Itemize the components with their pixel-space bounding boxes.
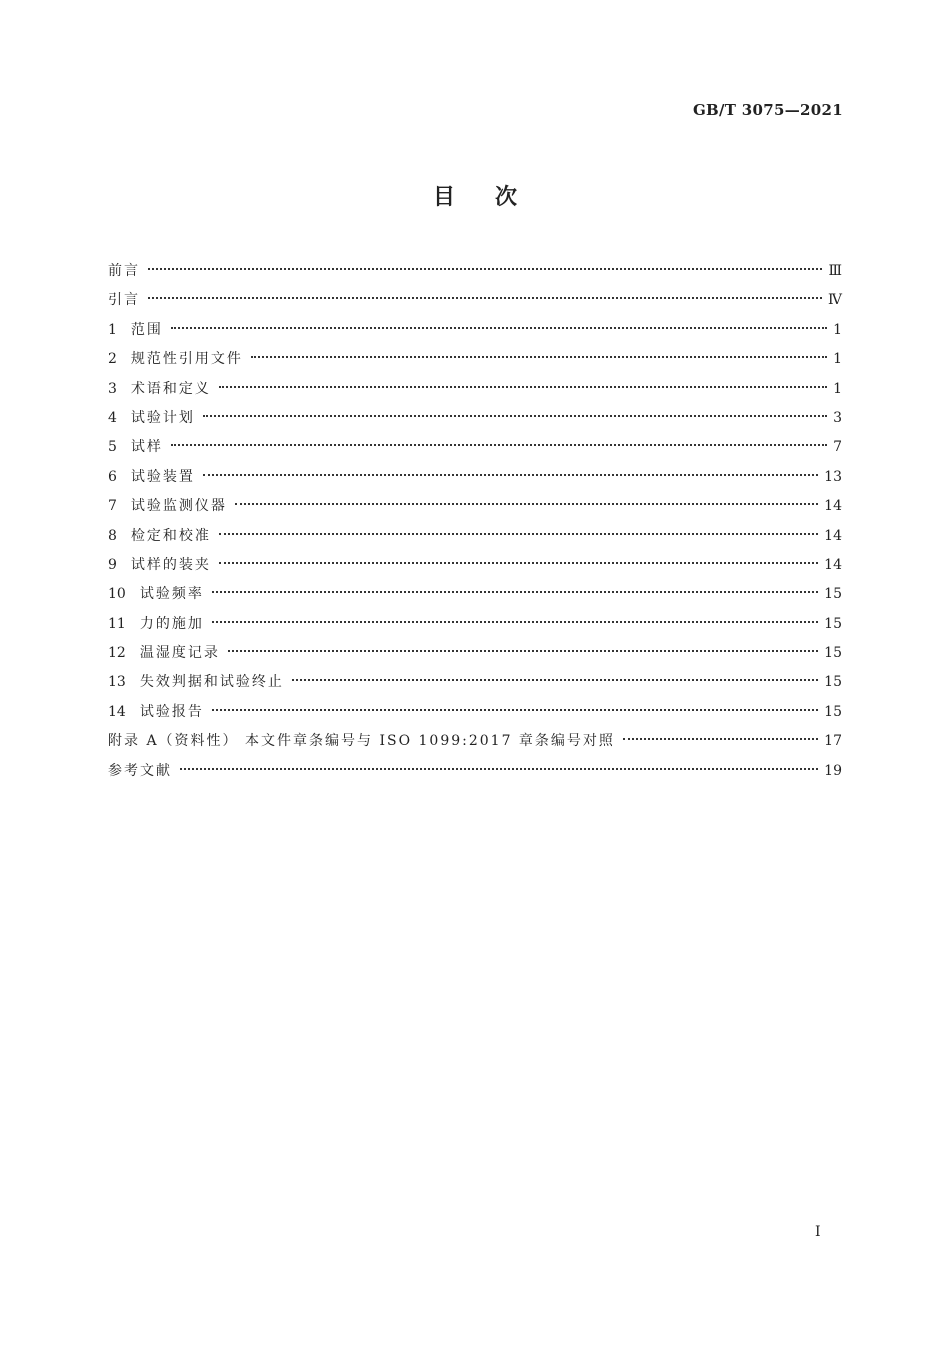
toc-entry[interactable] [108, 377, 842, 406]
toc-entry[interactable] [108, 641, 842, 670]
page-title: 目次 [432, 185, 557, 210]
toc-entry-page: 15 [824, 674, 842, 691]
toc-entry-number: 7 [108, 498, 117, 515]
dot-leader [203, 415, 827, 417]
toc-entry[interactable] [108, 318, 842, 347]
toc-entry[interactable] [108, 435, 842, 464]
toc-entry[interactable] [108, 347, 842, 376]
toc-entry[interactable] [108, 582, 842, 611]
standard-code: GB/T 3075—2021 [692, 101, 843, 119]
toc-entry[interactable] [108, 759, 842, 788]
toc-entry-page: 3 [833, 409, 842, 426]
toc-entry-page: 15 [824, 703, 842, 720]
dot-leader [292, 679, 818, 681]
toc-entry-title: 引言 [108, 292, 140, 309]
toc-entry-title: 试验装置 [130, 468, 195, 485]
toc-entry[interactable] [108, 553, 842, 582]
toc-entry-number: 14 [108, 703, 126, 720]
dot-leader [148, 268, 822, 270]
dot-leader [219, 386, 827, 388]
toc-entry-number: 11 [108, 615, 126, 632]
toc-entry-number: 3 [108, 380, 117, 397]
toc-entry-title: 规范性引用文件 [130, 351, 243, 368]
page-number: I [815, 1224, 821, 1240]
toc-entry-page: 1 [833, 380, 842, 397]
toc-entry-page: Ⅳ [828, 292, 842, 309]
toc-entry-number: 12 [108, 645, 126, 662]
toc-entry-number: 9 [108, 556, 117, 573]
toc-entry-title: 参考文献 [108, 762, 172, 779]
toc-entry-title: 术语和定义 [130, 380, 211, 397]
toc-entry-title: 检定和校准 [130, 527, 211, 544]
dot-leader [203, 474, 818, 476]
toc-entry[interactable] [108, 259, 842, 288]
toc-entry-number: 5 [108, 439, 117, 456]
dot-leader [623, 738, 818, 740]
dot-leader [171, 444, 827, 446]
dot-leader [212, 621, 818, 623]
toc-entry[interactable] [108, 465, 842, 494]
dot-leader [235, 503, 818, 505]
toc-entry-page: 1 [833, 321, 842, 338]
toc-entry-number: 1 [108, 321, 117, 338]
dot-leader [219, 562, 818, 564]
dot-leader [171, 327, 827, 329]
dot-leader [180, 768, 818, 770]
toc-entry[interactable] [108, 524, 842, 553]
toc-entry-title: 范围 [130, 321, 163, 338]
toc-entry[interactable] [108, 670, 842, 699]
dot-leader [251, 356, 827, 358]
toc-entry-page: 1 [833, 351, 842, 368]
toc-entry-number: 13 [108, 674, 126, 691]
toc-entry[interactable] [108, 612, 842, 641]
toc-entry-page: 13 [824, 468, 842, 485]
toc-entry-number: 10 [108, 586, 126, 603]
toc-entry-title: 试样 [130, 439, 163, 456]
table-of-contents [108, 259, 842, 788]
toc-entry-title: 前言 [108, 263, 140, 279]
toc-entry-page: 14 [824, 527, 842, 544]
toc-entry[interactable] [108, 288, 842, 317]
dot-leader [219, 533, 818, 535]
dot-leader [228, 650, 818, 652]
dot-leader [148, 297, 822, 299]
toc-entry-page: 19 [824, 762, 842, 779]
toc-entry-title: 失效判据和试验终止 [139, 674, 284, 691]
toc-entry-page: 14 [824, 498, 842, 515]
toc-entry-title: 温湿度记录 [139, 645, 220, 662]
toc-entry-number: 6 [108, 468, 117, 485]
toc-entry-title: 试样的装夹 [130, 556, 211, 573]
toc-entry-number: 2 [108, 351, 117, 368]
toc-entry-page: 15 [824, 615, 842, 632]
toc-entry-page: 15 [824, 645, 842, 662]
toc-entry-title: 试验计划 [130, 409, 195, 426]
toc-entry-title: 力的施加 [139, 615, 204, 632]
toc-entry[interactable] [108, 700, 842, 729]
toc-entry-title: 试验监测仪器 [130, 498, 227, 515]
toc-entry-number: 8 [108, 527, 117, 544]
dot-leader [212, 709, 818, 711]
toc-entry-page: Ⅲ [828, 263, 842, 279]
toc-entry[interactable] [108, 494, 842, 523]
toc-entry-page: 7 [833, 439, 842, 456]
dot-leader [212, 591, 818, 593]
toc-entry-page: 15 [824, 586, 842, 603]
toc-entry-page: 14 [824, 556, 842, 573]
toc-entry-title: 附录 A（资料性） 本文件章条编号与 ISO 1099:2017 章条编号对照 [108, 733, 615, 750]
toc-entry-page: 17 [824, 733, 842, 750]
toc-entry-title: 试验频率 [139, 586, 204, 603]
toc-entry[interactable] [108, 729, 842, 758]
toc-entry-title: 试验报告 [139, 703, 204, 720]
toc-entry[interactable] [108, 406, 842, 435]
toc-entry-number: 4 [108, 409, 117, 426]
